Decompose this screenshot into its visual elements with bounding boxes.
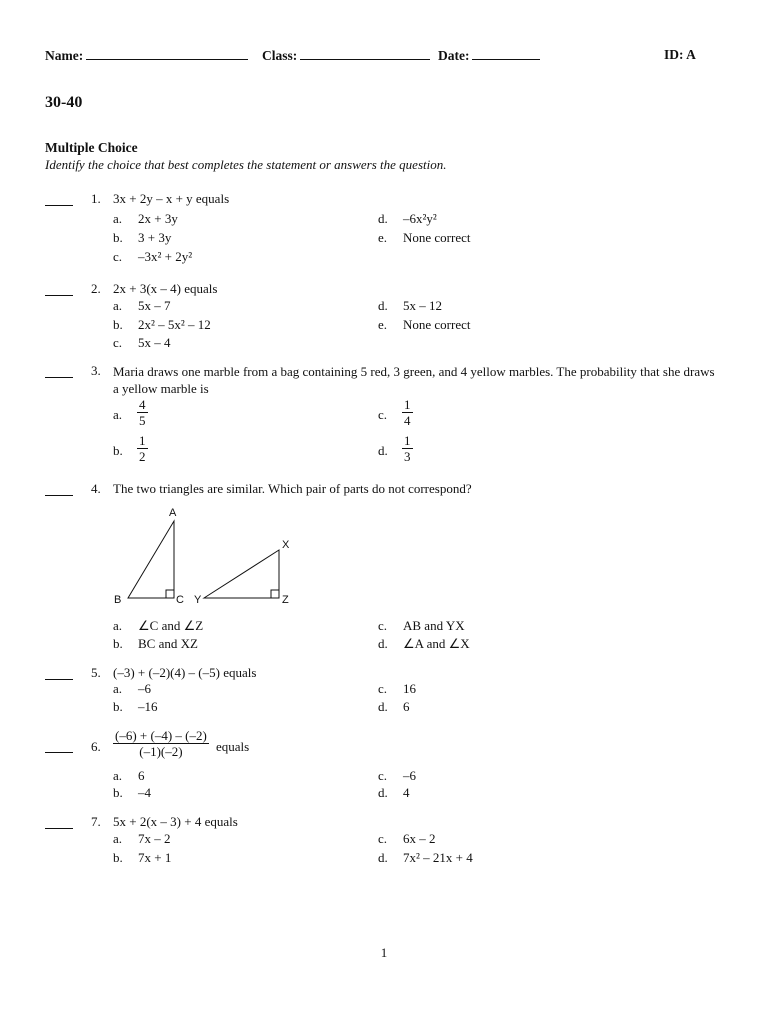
choice-letter: e. xyxy=(378,230,388,245)
date-label: Date: xyxy=(438,47,540,64)
question-fraction: $\frac{(-6) + (-4) - (-2)}{(-1)(-2)}$ xyxy=(115,728,207,759)
answer-blank-6[interactable] xyxy=(45,752,73,753)
choice-letter: b. xyxy=(113,230,123,245)
choice-fraction[interactable]: $\frac{1}{4}$ xyxy=(404,397,411,428)
choice-text[interactable]: –3x² + 2y² xyxy=(138,249,193,264)
choice-text[interactable]: ∠C and ∠Z xyxy=(138,618,204,633)
choice-text[interactable]: 2x² – 5x² – 12 xyxy=(138,317,211,332)
choice-text[interactable]: 7x + 1 xyxy=(138,850,172,865)
answer-blank-1[interactable] xyxy=(45,205,73,206)
choice-fraction[interactable]: $\frac{4}{5}$ xyxy=(139,397,146,428)
choice-text[interactable]: 5x – 7 xyxy=(138,298,171,313)
choice-letter: a. xyxy=(113,768,123,783)
choice-letter: d. xyxy=(378,850,388,865)
class-label: Class: xyxy=(262,47,430,64)
choice-letter: d. xyxy=(378,298,388,313)
choice-letter: a. xyxy=(113,407,123,422)
answer-blank-5[interactable] xyxy=(45,679,73,680)
page-number: 1 xyxy=(380,945,388,960)
choice-text[interactable]: 6 xyxy=(138,768,145,783)
question-text: Maria draws one marble from a bag containing 5 red, 3 green, and 4 yellow marbles. The probability that she draws a yellow marble is xyxy=(113,364,715,396)
choice-text[interactable]: None correct xyxy=(403,317,471,332)
class-blank[interactable] xyxy=(300,47,430,60)
choice-text[interactable]: –6x²y² xyxy=(403,211,437,226)
choice-text[interactable]: 7x – 2 xyxy=(138,831,171,846)
name-label: Name: xyxy=(45,47,248,64)
choice-letter: e. xyxy=(378,317,388,332)
section-instructions: Identify the choice that best completes the statement or answers the question. xyxy=(45,157,447,172)
choice-text[interactable]: –16 xyxy=(138,699,158,714)
choice-text[interactable]: –6 xyxy=(138,681,151,696)
choice-text[interactable]: ∠A and ∠X xyxy=(403,636,470,651)
choice-text[interactable]: 6 xyxy=(403,699,410,714)
choice-letter: b. xyxy=(113,699,123,714)
choice-letter: d. xyxy=(378,636,388,651)
answer-blank-4[interactable] xyxy=(45,495,73,496)
similar-triangles-figure xyxy=(110,502,300,610)
choice-text[interactable]: 5x – 4 xyxy=(138,335,171,350)
choice-text[interactable]: AB and YX xyxy=(403,618,465,633)
vertex-label-x: X xyxy=(282,539,290,551)
choice-letter: c. xyxy=(378,618,388,633)
vertex-label-c: C xyxy=(176,594,184,606)
choice-letter: c. xyxy=(378,831,388,846)
choice-letter: c. xyxy=(378,768,388,783)
choice-text[interactable]: –4 xyxy=(138,785,151,800)
choice-fraction[interactable]: $\frac{1}{3}$ xyxy=(404,433,411,464)
choice-text[interactable]: 4 xyxy=(403,785,410,800)
vertex-label-b: B xyxy=(114,594,122,606)
choice-letter: b. xyxy=(113,317,123,332)
choice-letter: b. xyxy=(113,636,123,651)
page-title: 30-40 xyxy=(45,94,83,111)
choice-text[interactable]: 3 + 3y xyxy=(138,230,172,245)
id-label: ID: A xyxy=(664,47,696,62)
question-number: 7. xyxy=(91,814,101,829)
answer-blank-7[interactable] xyxy=(45,828,73,829)
choice-letter: b. xyxy=(113,443,123,458)
vertex-label-z: Z xyxy=(282,594,289,606)
choice-letter: a. xyxy=(113,831,123,846)
choice-letter: a. xyxy=(113,298,123,313)
answer-blank-2[interactable] xyxy=(45,295,73,296)
question-text: 3x + 2y – x + y equals xyxy=(113,191,230,206)
choice-text[interactable]: None correct xyxy=(403,230,471,245)
choice-text[interactable]: BC and XZ xyxy=(138,636,198,651)
choice-letter: d. xyxy=(378,785,388,800)
question-number: 4. xyxy=(91,481,101,496)
question-number: 6. xyxy=(91,739,101,754)
choice-letter: c. xyxy=(378,407,388,422)
question-number: 5. xyxy=(91,665,101,680)
vertex-label-y: Y xyxy=(194,594,202,606)
name-blank[interactable] xyxy=(86,47,248,60)
triangle-abc xyxy=(128,521,174,598)
triangle-xyz xyxy=(204,550,279,598)
choice-letter: a. xyxy=(113,618,123,633)
choice-text[interactable]: 6x – 2 xyxy=(403,831,436,846)
choice-fraction[interactable]: $\frac{1}{2}$ xyxy=(139,433,146,464)
choice-letter: b. xyxy=(113,785,123,800)
choice-letter: d. xyxy=(378,211,388,226)
date-blank[interactable] xyxy=(472,47,540,60)
question-number: 1. xyxy=(91,191,101,206)
question-text: 2x + 3(x – 4) equals xyxy=(113,281,218,296)
question-text: 5x + 2(x – 3) + 4 equals xyxy=(113,814,238,829)
question-text: equals xyxy=(216,739,250,754)
choice-text[interactable]: 7x² – 21x + 4 xyxy=(403,850,473,865)
choice-letter: c. xyxy=(378,681,388,696)
choice-text[interactable]: 16 xyxy=(403,681,416,696)
choice-letter: c. xyxy=(113,335,123,350)
question-number: 2. xyxy=(91,281,101,296)
choice-letter: b. xyxy=(113,850,123,865)
choice-letter: a. xyxy=(113,211,123,226)
question-number: 3. xyxy=(91,363,101,378)
answer-blank-3[interactable] xyxy=(45,377,73,378)
choice-letter: d. xyxy=(378,699,388,714)
choice-text[interactable]: 2x + 3y xyxy=(138,211,178,226)
vertex-label-a: A xyxy=(169,507,177,519)
choice-letter: d. xyxy=(378,443,388,458)
section-heading: Multiple Choice xyxy=(45,140,138,155)
question-text: (–3) + (–2)(4) – (–5) equals xyxy=(113,665,257,680)
question-text: The two triangles are similar. Which pair of parts do not correspond? xyxy=(113,481,472,496)
choice-text[interactable]: –6 xyxy=(403,768,416,783)
choice-text[interactable]: 5x – 12 xyxy=(403,298,442,313)
choice-letter: a. xyxy=(113,681,123,696)
choice-letter: c. xyxy=(113,249,123,264)
